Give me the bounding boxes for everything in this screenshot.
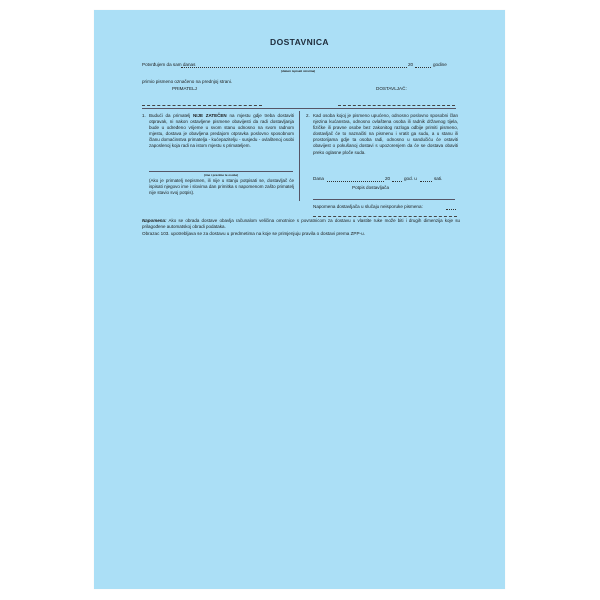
deliverer-label: DOSTAVLJAČ: bbox=[376, 86, 407, 91]
footnote-text: Ako se obrada dostave obavlja računalom veličina omotnice s povratnicom za dostavu u vlastite ruke može biti i drugih dimenzija koje su prilagođene automatskoj obradi podataka. bbox=[142, 218, 460, 230]
section-divider bbox=[142, 108, 456, 109]
non-delivery-remark: Napomena dostavljača u slučaju neisporuke pismena: bbox=[313, 204, 423, 209]
document-page bbox=[94, 10, 505, 589]
deliverer-signature-line bbox=[338, 105, 455, 106]
form-usage-line: Obrazac 103. upotrebljava se za dostavu u predmetima na koje se primjenjuju pravila o dostavi prema ZPP-u. bbox=[142, 231, 365, 236]
date-fill-line bbox=[181, 67, 407, 68]
confirm-suffix: godine bbox=[433, 62, 447, 67]
remark-fill-line bbox=[446, 209, 456, 210]
day-fill-line bbox=[327, 181, 384, 182]
item-number-1: 1. bbox=[142, 113, 146, 118]
right-paragraph bbox=[306, 113, 458, 156]
date-line-mid: god. u bbox=[404, 176, 417, 181]
recipient-signature-line bbox=[142, 105, 262, 106]
date-line-year: 20 bbox=[385, 176, 391, 181]
recipient-label: PRIMATELJ bbox=[172, 86, 197, 91]
footnote bbox=[142, 218, 460, 230]
refusal-paragraph: Kad osoba kojoj je pismeno upućeno, odnosno poslovno sposobni član njezina kućanstva, odnosno ovlaštena osoba ili radnik državnog tijela, fizičke ili pravne osobe bez zakonitog razloga odbije primiti pismeno, dostavljač će to naznačiti na pismenu i vratit ga sudu, a u stanu ili prostorijama gdje ta osoba radi, odnosno u sandučiću će ostaviti obavijest o pokušanoj dostavi s upozorenjem da će se dostava obaviti preko oglasne ploče suda. bbox=[313, 113, 458, 155]
deliverer-signature-fill-line bbox=[313, 199, 455, 200]
document-title: DOSTAVNICA bbox=[270, 37, 329, 47]
item-number-2: 2. bbox=[306, 113, 310, 118]
deliverer-signature-label: Potpis dostavljača bbox=[352, 185, 390, 190]
name-caption: (ime i prezime te osobe) bbox=[204, 173, 239, 177]
left-paragraph-post: na mjestu gdje treba dostaviti otpravak, ni nakon ostavljene pismene obavijesti da radi dostavljanja bude u određeno vrijeme u svom stanu odnosno na svom radnom mjestu, dostava je obavljena predajom otpravka poslovno sposobnom članu domaćinstva primatelja - kućepazitelju - susjedu - ovlaštenoj osobi zaposlenoj koja radi na istom mjestu s primateljem. bbox=[149, 113, 294, 149]
not-found-emphasis: NIJE ZATEČEN bbox=[193, 113, 227, 118]
date-line-suffix: sati. bbox=[434, 176, 443, 181]
date-caption: (datum ispisati slovima) bbox=[281, 69, 316, 73]
left-paragraph bbox=[142, 113, 294, 150]
remark-line bbox=[313, 216, 457, 217]
left-column bbox=[142, 113, 294, 150]
name-fill-line bbox=[149, 171, 293, 172]
year-fill-line bbox=[415, 67, 431, 68]
right-column bbox=[306, 113, 458, 156]
hour-fill-line bbox=[420, 181, 432, 182]
date-line-prefix: Dana bbox=[313, 176, 324, 181]
column-divider bbox=[299, 111, 300, 201]
footnote-label: Napomena: bbox=[142, 218, 167, 223]
left-paragraph-pre: Budući da primatelj bbox=[149, 113, 191, 118]
confirm-year-prefix: 20 bbox=[408, 62, 414, 67]
received-line: primio pismeno označeno na prednjoj strani. bbox=[142, 79, 233, 84]
confirm-prefix: Potvrđujem da sam danas bbox=[142, 62, 196, 67]
year-fill-line-2 bbox=[392, 181, 402, 182]
illiterate-note: (Ako je primatelj nepismen, ili nije u stanju potpisati se, dostavljač će ispisati njegovo ime i slovima dan primitka s napomenom zašto primatelj nije stavio svoj potpis). bbox=[149, 178, 294, 196]
